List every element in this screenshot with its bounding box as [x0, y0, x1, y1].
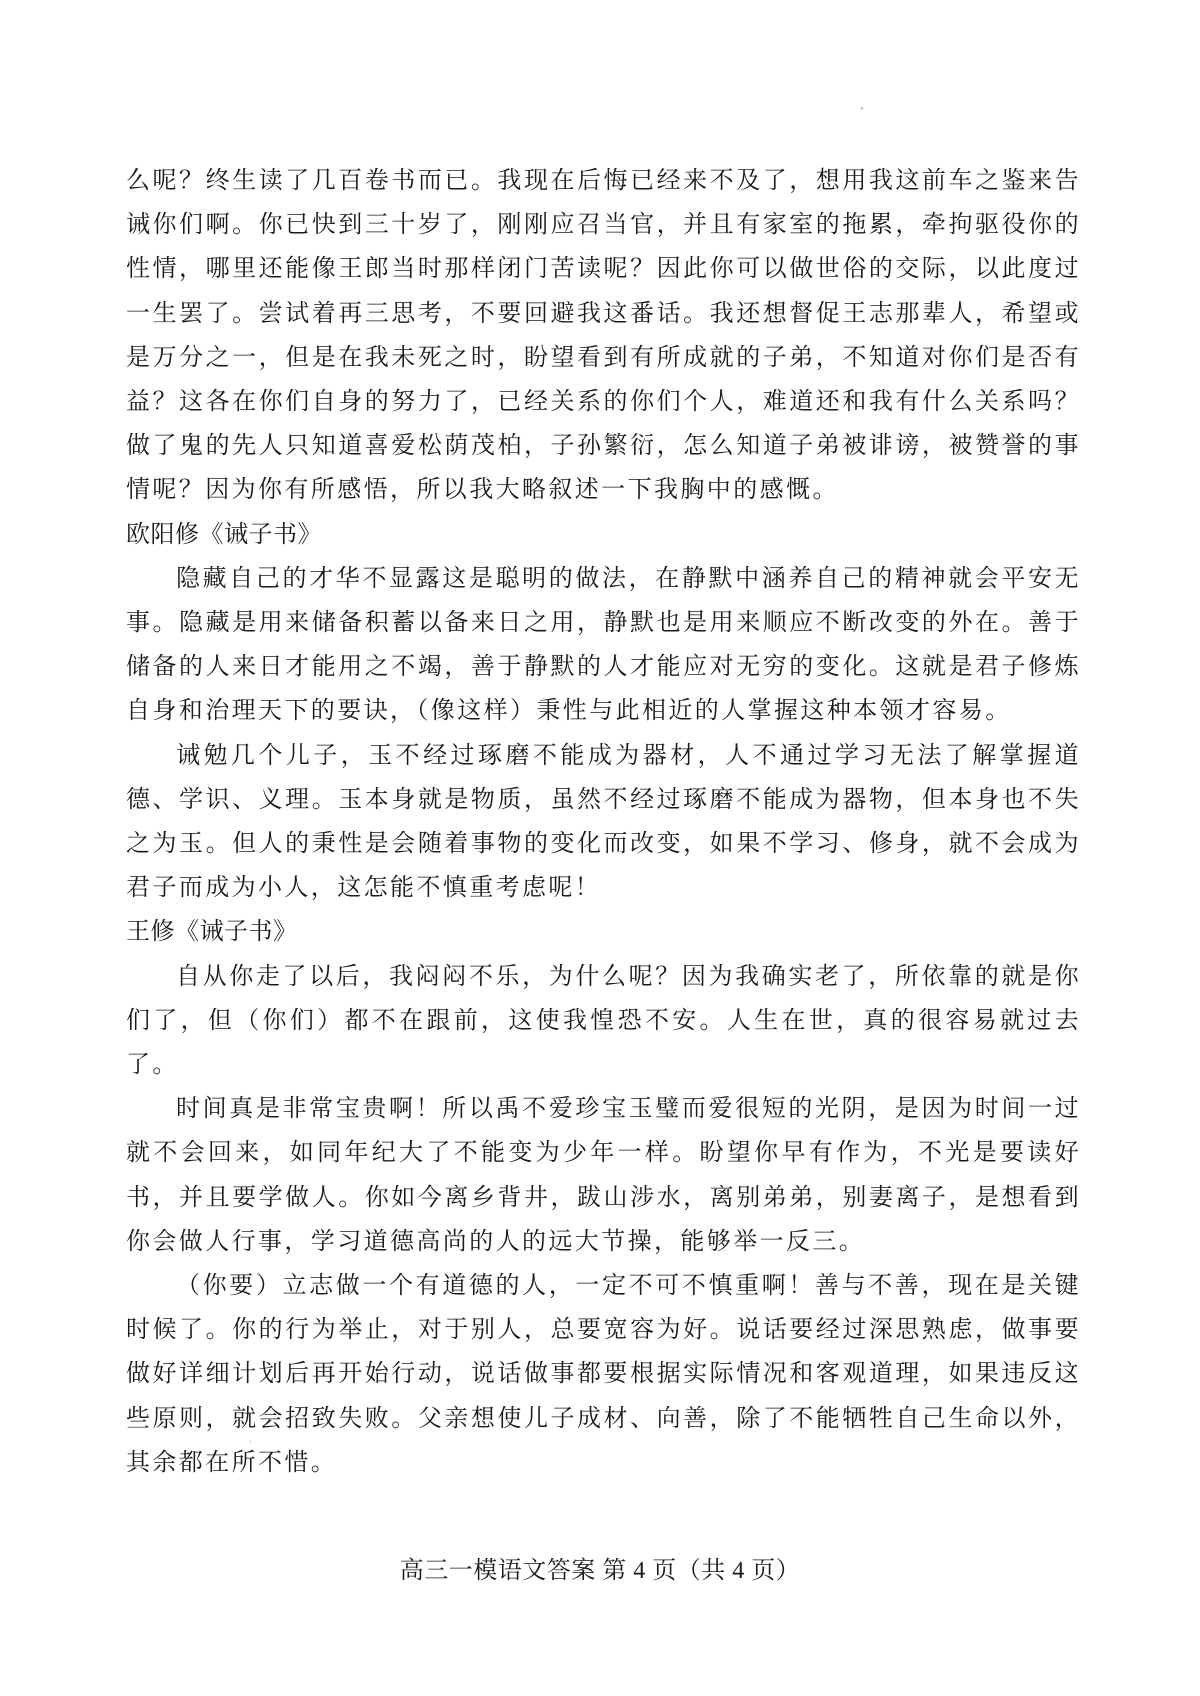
document-body — [126, 158, 1081, 1484]
paragraph-4: 自从你走了以后，我闷闷不乐，为什么呢？因为我确实老了，所依靠的就是你们了，但（你们）都不在跟前，这使我惶恐不安。人生在世，真的很容易就过去了。 — [126, 961, 1081, 1079]
paragraph-1: 么呢？终生读了几百卷书而已。我现在后悔已经来不及了，想用我这前车之鉴来告诫你们啊。你已快到三十岁了，刚刚应召当官，并且有家室的拖累，牵拘驱役你的性情，哪里还能像王郎当时那样闭门苦读呢？因此你可以做世俗的交际，以此度过一生罢了。尝试着再三思考，不要回避我这番话。我还想督促王志那辈人，希望或是万分之一，但是在我未死之时，盼望看到有所成就的子弟，不知道对你们是否有益？这各在你们自身的努力了，已经关系的你们个人，难道还和我有什么关系吗？做了鬼的先人只知道喜爱松荫茂柏，子孙繁衍，怎么知道子弟被诽谤，被赞誉的事情呢？因为你有所感悟，所以我大略叙述一下我胸中的感慨。 — [126, 166, 1081, 504]
page-footer: 高三一模语文答案 第 4 页（共 4 页） — [399, 1558, 801, 1584]
section-title-ouyangxiu: 欧阳修《诫子书》 — [126, 519, 322, 548]
paragraph-5: 时间真是非常宝贵啊！所以禹不爱珍宝玉璧而爱很短的光阴，是因为时间一过就不会回来，如同年纪大了不能变为少年一样。盼望你早有作为，不光是要读好书，并且要学做人。你如今离乡背井，跋山涉水，离别弟弟，别妻离子，是想看到你会做人行事，学习道德高尚的人的远大节操，能够举一反三。 — [126, 1094, 1081, 1255]
paragraph-2: 隐藏自己的才华不显露这是聪明的做法，在静默中涵养自己的精神就会平安无事。隐藏是用来储备积蓄以备来日之用，静默也是用来顺应不断改变的外在。善于储备的人来日才能用之不竭，善于静默的人才能应对无穷的变化。这就是君子修炼自身和治理天下的要诀，（像这样）秉性与此相近的人掌握这种本领才容易。 — [126, 563, 1081, 725]
paragraph-6: （你要）立志做一个有道德的人，一定不可不慎重啊！善与不善，现在是关键时候了。你的行为举止，对于别人，总要宽容为好。说话要经过深思熟虑，做事要做好详细计划后再开始行动，说话做事都要根据实际情况和客观道理，如果违反这些原则，就会招致失败。父亲想使儿子成材、向善，除了不能牺牲自己生命以外，其余都在所不惜。 — [126, 1271, 1081, 1476]
paragraph-3: 诫勉几个儿子，玉不经过琢磨不能成为器材，人不通过学习无法了解掌握道德、学识、义理。玉本身就是物质，虽然不经过琢磨不能成为器物，但本身也不失之为玉。但人的秉性是会随着事物的变化而改变，如果不学习、修身，就不会成为君子而成为小人，这怎能不慎重考虑呢！ — [126, 740, 1081, 902]
speck-mark — [861, 107, 863, 110]
section-title-wangxiu: 王修《诫子书》 — [126, 917, 298, 946]
